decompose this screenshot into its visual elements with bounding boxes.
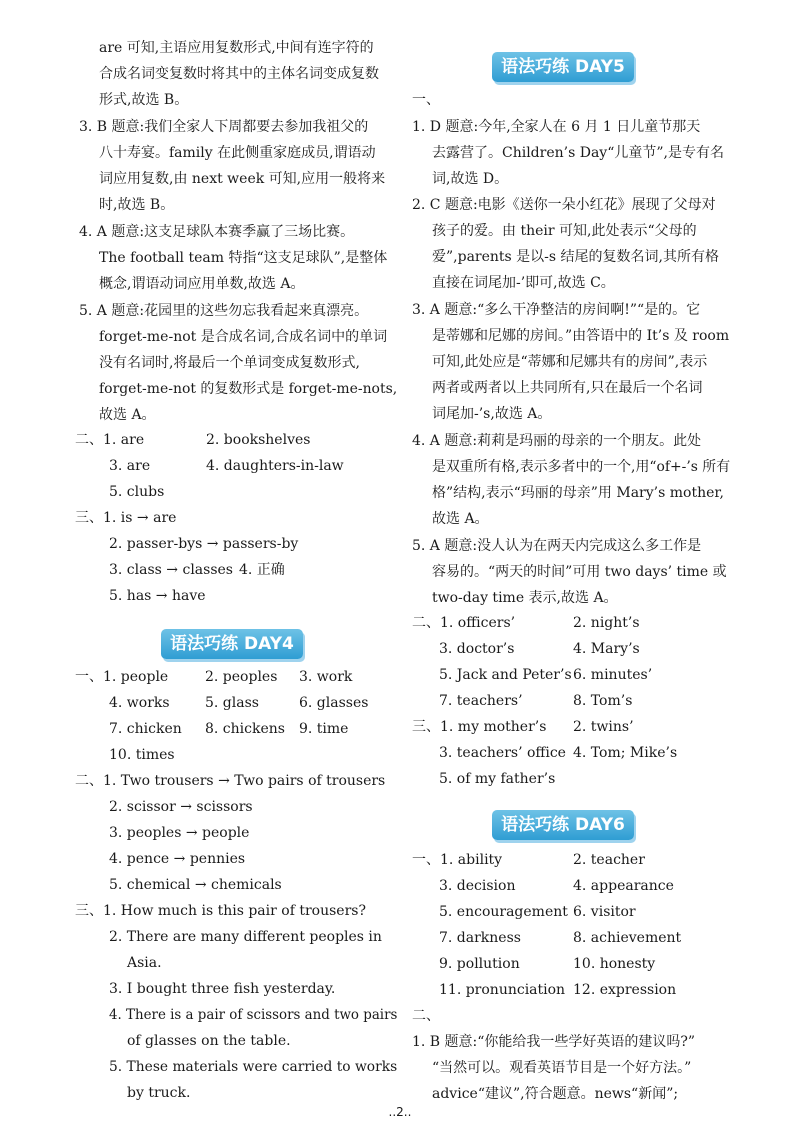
answer-line: 5. Jack and Peter’s <box>439 667 572 683</box>
answer-line: 是蒂娜和尼娜的房间。”由答语中的 It’s 及 room <box>432 328 730 344</box>
answer-line: 故选 A。 <box>432 511 489 527</box>
answer-line: 直接在词尾加-’即可,故选 C。 <box>432 275 615 291</box>
answer-line: 合成名词变复数时将其中的主体名词变成复数 <box>99 66 379 82</box>
section-banner: 语法巧练 DAY4 <box>161 629 303 659</box>
answer-line: 4. pence → pennies <box>109 851 246 867</box>
answer-line: 二、1. Two trousers → Two pairs of trousers <box>75 773 386 789</box>
answer-line: forget-me-not 是合成名词,合成名词中的单词 <box>99 329 388 345</box>
answer-line: 5. has → have <box>109 588 206 604</box>
answer-line: 二、 <box>412 1008 440 1024</box>
answer-line: 5. glass <box>205 695 259 711</box>
answer-line: 7. darkness <box>439 930 521 946</box>
answer-line: 3. doctor’s <box>439 641 515 657</box>
answer-line: 3. work <box>299 669 353 685</box>
answer-line: 4. A 题意:这支足球队本赛季赢了三场比赛。 <box>79 224 355 240</box>
answer-line: 时,故选 B。 <box>99 197 175 213</box>
answer-line: 容易的。“两天的时间”可用 two days’ time 或 <box>432 564 727 580</box>
answer-line: by truck. <box>127 1085 191 1101</box>
answer-line: 去露营了。Children’s Day“儿童节”,是专有名 <box>432 145 724 161</box>
answer-line: 10. honesty <box>573 956 656 972</box>
answer-line: 5. clubs <box>109 484 165 500</box>
answer-line: 3. class → classes <box>109 562 233 578</box>
answer-line: 2. peoples <box>205 669 278 685</box>
answer-line: 词,故选 D。 <box>432 171 509 187</box>
answer-line: 5. A 题意:没人认为在两天内完成这么多工作是 <box>412 538 702 554</box>
answer-line: forget-me-not 的复数形式是 forget-me-nots, <box>99 381 398 397</box>
answer-line: 3. decision <box>439 878 516 894</box>
answer-line: 形式,故选 B。 <box>99 92 189 108</box>
answer-line: 12. expression <box>573 982 677 998</box>
answer-line: 4. A 题意:莉莉是玛丽的母亲的一个朋友。此处 <box>412 433 702 449</box>
answer-line: 5. A 题意:花园里的这些勿忘我看起来真漂亮。 <box>79 303 369 319</box>
answer-line: 1. B 题意:“你能给我一些学好英语的建议吗?” <box>412 1034 696 1050</box>
answer-line: 4. Tom; Mike’s <box>573 745 678 761</box>
answer-line: 词尾加-’s,故选 A。 <box>432 406 552 422</box>
answer-line: 10. times <box>109 747 175 763</box>
answer-line: 三、1. How much is this pair of trousers? <box>75 903 366 919</box>
answer-line: 4. daughters-in-law <box>206 458 344 474</box>
answer-line: 二、1. officers’ <box>412 615 516 631</box>
answer-line: 是双重所有格,表示多者中的一个,用“of+-’s 所有 <box>432 459 731 475</box>
answer-line: 八十寿宴。family 在此侧重家庭成员,谓语动 <box>99 145 376 161</box>
answer-line: 三、1. my mother’s <box>412 719 547 735</box>
answer-line: 8. chickens <box>205 721 285 737</box>
answer-line: 6. minutes’ <box>573 667 653 683</box>
answer-line: 2. night’s <box>573 615 640 631</box>
answer-line: 4. Mary’s <box>573 641 640 657</box>
answer-line: 一、1. ability <box>412 852 503 868</box>
answer-line: 3. are <box>109 458 151 474</box>
answer-line: 4. appearance <box>573 878 674 894</box>
answer-line: 词应用复数,由 next week 可知,应用一般将来 <box>99 171 386 187</box>
answer-line: 9. pollution <box>439 956 520 972</box>
answer-line: 二、1. are <box>75 432 145 448</box>
answer-line: 三、1. is → are <box>75 510 177 526</box>
answer-line: 6. visitor <box>573 904 636 920</box>
section-banner: 语法巧练 DAY6 <box>492 810 634 840</box>
answer-line: 一、1. people <box>75 669 169 685</box>
answer-line: 孩子的爱。由 their 可知,此处表示“父母的 <box>432 223 697 239</box>
answer-line: 没有名词时,将最后一个单词变成复数形式, <box>99 355 360 371</box>
answer-line: 两者或两者以上共同所有,只在最后一个名词 <box>432 380 703 396</box>
answer-line: 7. teachers’ <box>439 693 523 709</box>
answer-line: advice“建议”,符合题意。news“新闻”; <box>432 1086 679 1102</box>
answer-line: 8. achievement <box>573 930 682 946</box>
answer-line: 3. I bought three fish yesterday. <box>109 981 336 997</box>
answer-line: 3. A 题意:“多么干净整洁的房间啊!”“是的。它 <box>412 302 701 318</box>
answer-line: 4. There is a pair of scissors and two pairs <box>109 1007 398 1023</box>
answer-line: 6. glasses <box>299 695 369 711</box>
answer-line: 5. These materials were carried to works <box>109 1059 398 1075</box>
answer-line: The football team 特指“这支足球队”,是整体 <box>99 250 388 266</box>
answer-line: 一、 <box>412 92 440 108</box>
answer-line: 3. B 题意:我们全家人下周都要去参加我祖父的 <box>79 119 369 135</box>
answer-line: 8. Tom’s <box>573 693 633 709</box>
answer-line: 2. passer-bys → passers-by <box>109 536 299 552</box>
answer-line: two-day time 表示,故选 A。 <box>432 590 618 606</box>
answer-line: Asia. <box>127 955 162 971</box>
answer-line: 可知,此处应是“蒂娜和尼娜共有的房间”,表示 <box>432 354 708 370</box>
answer-line: 故选 A。 <box>99 407 156 423</box>
answer-line: 1. D 题意:今年,全家人在 6 月 1 日儿童节那天 <box>412 119 701 135</box>
page-number: ..2.. <box>388 1105 412 1119</box>
answer-line: 5. of my father’s <box>439 771 556 787</box>
answer-line: 2. teacher <box>573 852 645 868</box>
answer-line: 5. chemical → chemicals <box>109 877 282 893</box>
answer-line: 2. twins’ <box>573 719 634 735</box>
answer-line: 格”结构,表示“玛丽的母亲”用 Mary’s mother, <box>432 485 724 501</box>
section-banner: 语法巧练 DAY5 <box>492 52 634 82</box>
answer-line: 11. pronunciation <box>439 982 566 998</box>
answer-line: 概念,谓语动词应用单数,故选 A。 <box>99 276 305 292</box>
answer-line: 2. bookshelves <box>206 432 311 448</box>
answer-line: are 可知,主语应用复数形式,中间有连字符的 <box>99 40 374 56</box>
answer-line: of glasses on the table. <box>127 1033 291 1049</box>
answer-line: “当然可以。观看英语节目是一个好方法。” <box>432 1060 692 1076</box>
answer-line: 9. time <box>299 721 349 737</box>
answer-line: 2. C 题意:电影《送你一朵小红花》展现了父母对 <box>412 197 716 213</box>
answer-line: 爱”,parents 是以-s 结尾的复数名词,其所有格 <box>432 249 719 265</box>
answer-line: 4. 正确 <box>239 562 285 578</box>
answer-line: 2. scissor → scissors <box>109 799 253 815</box>
answer-line: 3. teachers’ office <box>439 745 566 761</box>
answer-line: 5. encouragement <box>439 904 568 920</box>
answer-line: 4. works <box>109 695 170 711</box>
answer-line: 3. peoples → people <box>109 825 250 841</box>
answer-line: 2. There are many different peoples in <box>109 929 382 945</box>
answer-line: 7. chicken <box>109 721 182 737</box>
